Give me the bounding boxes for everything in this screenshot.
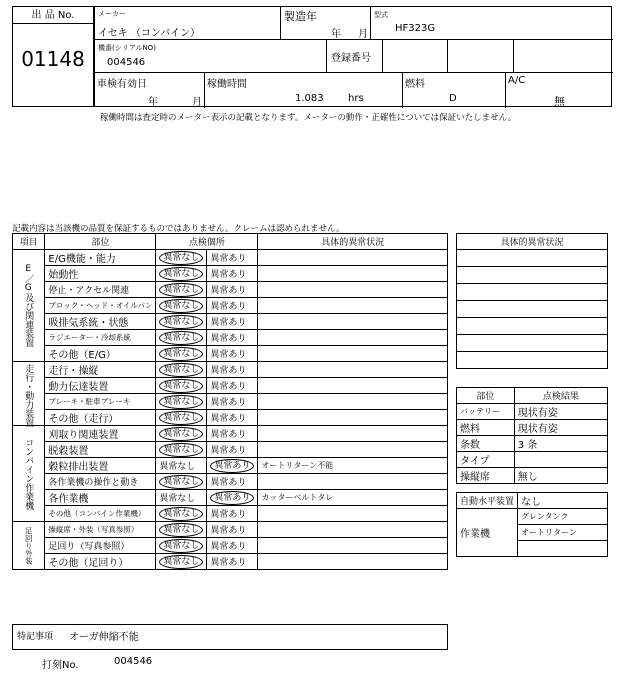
detail-cell: [258, 314, 448, 330]
status-ng-label: 異常あり: [210, 446, 247, 456]
status-ng-cell[interactable]: [207, 554, 258, 570]
status-ng-cell[interactable]: [207, 282, 258, 298]
result-row: [457, 420, 608, 436]
detail-cell: [258, 346, 448, 362]
status-ok-cell[interactable]: [156, 474, 207, 490]
remarks-box: [12, 624, 448, 650]
fuel-value: D: [449, 93, 457, 104]
inspection-table: [12, 233, 448, 570]
inspection-month: 月: [192, 97, 202, 108]
part-name: 停止・アクセル関連: [45, 282, 156, 298]
status-ng-cell[interactable]: [207, 346, 258, 362]
part-name: 各作業機: [45, 490, 156, 506]
part-name: ブレーキ・駐車ブレーキ: [45, 394, 156, 410]
disclaimer: 記載内容は当該機の品質を保証するものではありません。クレームは認められません。: [12, 224, 345, 234]
status-ok-label: 異常なし: [159, 475, 203, 489]
remarks-label: 特記事項: [17, 632, 54, 642]
detail-line: [457, 335, 608, 352]
status-ok-label: 異常なし: [159, 443, 203, 457]
status-ok-label: 異常なし: [159, 411, 203, 425]
hours-value: 1.083: [295, 93, 324, 104]
detail-cell: [258, 282, 448, 298]
status-ng-label: 異常あり: [210, 430, 247, 440]
table-row: [13, 346, 448, 362]
inspection-year: 年: [148, 97, 158, 108]
status-ok-label: 異常なし: [159, 555, 203, 569]
fuel-label: 燃料: [405, 79, 425, 90]
status-ng-label: 異常あり: [210, 254, 247, 264]
status-ok-cell[interactable]: [156, 266, 207, 282]
detail-cell: [258, 266, 448, 282]
detail-cell: [258, 394, 448, 410]
detail-line: [457, 284, 608, 301]
equipment-table: [456, 492, 608, 557]
detail-cell: [258, 506, 448, 522]
table-row: [13, 298, 448, 314]
detail-cell: [258, 330, 448, 346]
result-col-part: 部位: [457, 388, 515, 404]
table-row: [13, 506, 448, 522]
status-ng-label: 異常あり: [210, 478, 247, 488]
detail-cell: オートリターン不能: [258, 458, 448, 474]
inspection-label: 車検有効日: [97, 79, 147, 90]
table-row: [13, 266, 448, 282]
auto-level-value: なし: [518, 493, 608, 509]
model-label: 型式: [374, 11, 388, 19]
status-ok-cell[interactable]: [156, 458, 207, 474]
table-row: [13, 522, 448, 538]
result-row: [457, 436, 608, 452]
serial-label: 機番(シリアルNO): [98, 44, 156, 52]
group-label: 足回り外装: [13, 522, 45, 570]
status-ng-label: 異常あり: [210, 558, 247, 568]
status-ok-label: 異常なし: [159, 395, 203, 409]
status-ok-label: 異常なし: [159, 363, 203, 377]
detail-cell: [258, 554, 448, 570]
status-ok-cell[interactable]: [156, 442, 207, 458]
status-ng-label: 異常あり: [210, 526, 247, 536]
result-part: タイプ: [457, 452, 515, 468]
table-row: [13, 554, 448, 570]
status-ok-label: 異常なし: [159, 523, 203, 537]
status-ok-label: 異常なし: [159, 267, 203, 281]
year-label: 製造年: [284, 10, 317, 23]
group-label: コンバイン作業機: [13, 426, 45, 522]
maker-value: イセキ （コンバイン）: [98, 28, 201, 39]
status-ng-label: 異常あり: [210, 270, 247, 280]
result-value: [514, 452, 607, 468]
detail-cell: [258, 474, 448, 490]
lot-label: 出 品 No.: [13, 7, 93, 24]
ac-value: 無: [554, 95, 565, 108]
remarks-value: オーガ伸縮不能: [69, 632, 139, 643]
detail-line: [457, 301, 608, 318]
status-ok-cell[interactable]: [156, 346, 207, 362]
status-ok-label: 異常なし: [159, 283, 203, 297]
status-ok-label: 異常なし: [159, 539, 203, 553]
month-unit: 月: [358, 29, 368, 40]
part-name: 走行・操縦: [45, 362, 156, 378]
part-name: ラジエーター・冷却系統: [45, 330, 156, 346]
status-ok-cell[interactable]: [156, 538, 207, 554]
table-row: [13, 410, 448, 426]
table-row: [13, 378, 448, 394]
result-part: 条数: [457, 436, 515, 452]
work-label: 作業機: [457, 509, 518, 557]
maker-label: メーカー: [98, 10, 126, 18]
status-ok-cell[interactable]: [156, 378, 207, 394]
part-name: 動力伝達装置: [45, 378, 156, 394]
status-ng-cell[interactable]: [207, 538, 258, 554]
detail-cell: [258, 362, 448, 378]
status-ng-label: 異常あり: [210, 542, 247, 552]
group-label: E／G及び関連装置: [13, 250, 45, 362]
part-name: その他（コンバイン作業機）: [45, 506, 156, 522]
result-value: 現状有姿: [514, 420, 607, 436]
status-ok-cell[interactable]: [156, 522, 207, 538]
part-name: その他（E/G）: [45, 346, 156, 362]
status-ok-label: 異常なし: [159, 299, 203, 313]
detail-table: [456, 233, 608, 369]
status-ok-cell[interactable]: [156, 298, 207, 314]
detail-line: [457, 267, 608, 284]
status-ng-label: 異常あり: [210, 318, 247, 328]
result-table: [456, 387, 608, 484]
table-row: [13, 394, 448, 410]
status-ng-cell[interactable]: [207, 266, 258, 282]
col-part: 部位: [45, 234, 156, 250]
status-ok-label: 異常なし: [159, 462, 196, 472]
table-row: [13, 282, 448, 298]
table-row: [13, 314, 448, 330]
status-ng-cell[interactable]: [207, 506, 258, 522]
work-item: グレンタンク: [518, 509, 608, 525]
lot-number: 01148: [21, 47, 85, 71]
status-ok-label: 異常なし: [159, 315, 203, 329]
result-part: バッテリー: [457, 404, 515, 420]
status-ok-cell[interactable]: [156, 506, 207, 522]
detail-cell: [258, 442, 448, 458]
status-ng-label: 異常あり: [210, 414, 247, 424]
part-name: その他（足回り）: [45, 554, 156, 570]
status-ng-cell[interactable]: [207, 298, 258, 314]
result-row: [457, 452, 608, 468]
table-row: [13, 474, 448, 490]
status-ok-label: 異常なし: [159, 507, 203, 521]
hours-unit: hrs: [348, 93, 364, 104]
header-grid: [94, 6, 612, 107]
status-ng-cell[interactable]: [207, 362, 258, 378]
stamp-label: 打刻No.: [42, 660, 79, 671]
status-ng-label: 異常あり: [210, 366, 247, 376]
part-name: ブロック・ヘッド・オイルパン: [45, 298, 156, 314]
stamp-number: 004546: [114, 656, 153, 667]
right-detail-header: 具体的異常状況: [457, 234, 608, 250]
work-item: [518, 541, 608, 557]
detail-cell: [258, 410, 448, 426]
table-row: [13, 330, 448, 346]
status-ng-label: 異常あり: [210, 382, 247, 392]
status-ng-cell[interactable]: [207, 522, 258, 538]
status-ng-label: 異常あり: [210, 286, 247, 296]
status-ok-label: 異常なし: [159, 347, 203, 361]
status-ok-label: 異常なし: [159, 331, 203, 345]
auto-level-label: 自動水平装置: [457, 493, 518, 509]
result-part: 燃料: [457, 420, 515, 436]
table-row: [13, 490, 448, 506]
status-ok-cell[interactable]: [156, 490, 207, 506]
status-ng-cell[interactable]: [207, 426, 258, 442]
detail-cell: [258, 250, 448, 266]
status-ng-cell[interactable]: [207, 442, 258, 458]
result-value: 現状有姿: [514, 404, 607, 420]
model-value: HF323G: [395, 23, 436, 34]
result-value: 無し: [514, 468, 607, 484]
status-ok-cell[interactable]: [156, 330, 207, 346]
status-ok-label: 異常なし: [159, 379, 203, 393]
status-ok-cell[interactable]: [156, 394, 207, 410]
hours-note: 稼働時間は査定時のメーター表示の記載となります。メーターの動作・正確性については保証いたしません。: [100, 113, 517, 123]
reg-cell-3: [514, 40, 613, 73]
reg-cell-1: [383, 40, 448, 73]
status-ok-cell[interactable]: [156, 314, 207, 330]
result-row: [457, 468, 608, 484]
part-name: その他（走行）: [45, 410, 156, 426]
status-ng-cell[interactable]: [207, 250, 258, 266]
status-ok-cell[interactable]: [156, 250, 207, 266]
part-name: 脱穀装置: [45, 442, 156, 458]
status-ng-label: 異常あり: [210, 459, 254, 473]
status-ng-label: 異常あり: [210, 302, 247, 312]
detail-cell: [258, 538, 448, 554]
result-part: 操縦席: [457, 468, 515, 484]
table-row: [13, 458, 448, 474]
result-row: [457, 404, 608, 420]
detail-line: [457, 352, 608, 369]
detail-cell: [258, 378, 448, 394]
part-name: 刈取り関連装置: [45, 426, 156, 442]
col-detail: 具体的異常状況: [258, 234, 448, 250]
detail-cell: [258, 426, 448, 442]
detail-line: [457, 250, 608, 267]
col-point: 点検個所: [156, 234, 258, 250]
status-ok-cell[interactable]: [156, 554, 207, 570]
status-ok-label: 異常なし: [159, 427, 203, 441]
status-ng-cell[interactable]: [207, 378, 258, 394]
ac-label: A/C: [508, 75, 526, 86]
part-name: 吸排気系統・状態: [45, 314, 156, 330]
reg-cell-2: [448, 40, 514, 73]
status-ok-cell[interactable]: [156, 410, 207, 426]
status-ok-cell[interactable]: [156, 426, 207, 442]
table-row: [13, 250, 448, 266]
work-item: オートリターン: [518, 525, 608, 541]
detail-cell: カッターベルトタレ: [258, 490, 448, 506]
status-ok-cell[interactable]: [156, 282, 207, 298]
lot-box: [12, 6, 94, 107]
result-value: 3 条: [514, 436, 607, 452]
status-ng-cell[interactable]: [207, 330, 258, 346]
table-row: [13, 362, 448, 378]
status-ok-label: 異常なし: [159, 251, 203, 265]
part-name: 各作業機の操作と動き: [45, 474, 156, 490]
part-name: E/G機能・能力: [45, 250, 156, 266]
part-name: 足回り（写真参照）: [45, 538, 156, 554]
status-ng-cell[interactable]: [207, 394, 258, 410]
status-ng-cell[interactable]: [207, 474, 258, 490]
detail-line: [457, 318, 608, 335]
status-ng-label: 異常あり: [210, 350, 247, 360]
detail-cell: [258, 298, 448, 314]
status-ng-label: 異常あり: [210, 510, 247, 520]
status-ok-label: 異常なし: [159, 494, 196, 504]
detail-cell: [258, 522, 448, 538]
result-col-result: 点検結果: [514, 388, 607, 404]
table-row: [13, 426, 448, 442]
year-unit: 年: [331, 29, 341, 40]
serial-value: 004546: [107, 57, 146, 68]
table-row: [13, 442, 448, 458]
reg-label: 登録番号: [331, 53, 371, 64]
part-name: 始動性: [45, 266, 156, 282]
status-ng-label: 異常あり: [210, 334, 247, 344]
status-ng-cell[interactable]: [207, 458, 258, 474]
hours-label: 稼働時間: [207, 79, 247, 90]
status-ng-cell[interactable]: [207, 314, 258, 330]
col-item: 項目: [13, 234, 45, 250]
group-label: 走行・動力装置: [13, 362, 45, 426]
status-ng-label: 異常あり: [210, 398, 247, 408]
status-ok-cell[interactable]: [156, 362, 207, 378]
part-name: 穀粒排出装置: [45, 458, 156, 474]
table-row: [13, 538, 448, 554]
status-ng-cell[interactable]: [207, 490, 258, 506]
status-ng-label: 異常あり: [210, 491, 254, 505]
status-ng-cell[interactable]: [207, 410, 258, 426]
part-name: 操縦席・外装（写真参照）: [45, 522, 156, 538]
